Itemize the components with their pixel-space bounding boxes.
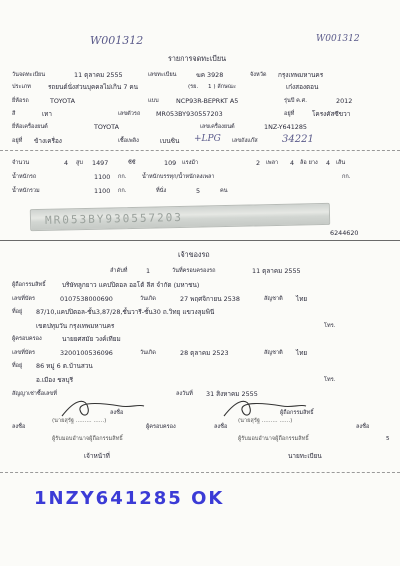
possession-label: วันที่ครอบครองรถ <box>172 268 216 274</box>
holder-label: ผู้ครอบครอง <box>12 336 42 342</box>
hp-unit: แรงม้า <box>182 160 199 166</box>
cylinders-value: 4 <box>64 159 69 167</box>
gas-tank-value: 34221 <box>282 134 314 145</box>
model-label: แบบ <box>148 98 159 104</box>
reg-no-label: เลขทะเบียน <box>148 72 177 78</box>
holder-birth-label: วันเกิด <box>140 350 156 356</box>
brand-label: ยี่ห้อรถ <box>12 98 29 104</box>
type-value: รถยนต์นั่งส่วนบุคคลไม่เกิน 7 คน <box>48 83 139 91</box>
contract-date-label: ลงวันที่ <box>176 391 193 397</box>
document-title: รายการจดทะเบียน <box>168 54 226 63</box>
wheels-value: 4 <box>290 159 295 167</box>
owner-nat-label: สัญชาติ <box>264 296 283 302</box>
sig-holder-label-left: ลงชื่อ <box>12 424 26 430</box>
owner-addr-line2: เขตปทุมวัน กรุงเทพมหานคร <box>36 322 115 330</box>
holder-value: นายยศสมัย วงค์เทียม <box>62 335 121 343</box>
owner-id-label: เลขที่บัตร <box>12 296 36 302</box>
weight-value: 1100 <box>94 173 111 181</box>
axles-unit: เพลา <box>266 160 279 166</box>
load-unit: กก. <box>342 174 351 180</box>
owner-id-value: 0107538000690 <box>60 295 113 303</box>
hp-value: 109 <box>164 159 177 167</box>
fuel-handwritten: +LPG <box>194 134 221 144</box>
fuel-value: เบนซิน <box>160 137 180 145</box>
engine-no-value: 1NZ-Y641285 <box>264 123 307 131</box>
sig-name-left: (นายสุรัฐ ......... ......) <box>52 418 107 424</box>
sig-sub-right: ผู้รับมอบอำนาจผู้ถือกรรมสิทธิ์ <box>238 436 309 442</box>
holder-tel-label: โทร. <box>324 377 336 383</box>
engine-loc-label: อยู่ที่ <box>12 138 23 144</box>
cylinders-label: จำนวน <box>12 160 30 166</box>
seats-label: ที่นั่ง <box>156 188 167 194</box>
seats-unit: คน <box>220 188 228 194</box>
handwritten-ref-left: W001312 <box>90 34 144 47</box>
code-label: (รย. <box>188 84 199 90</box>
handwritten-ref-right: W001312 <box>316 34 360 44</box>
sig-name-right: (นายสุรัฐ ......... ......) <box>238 418 293 424</box>
axles-value: 2 <box>256 159 261 167</box>
fuel-label: เชื้อเพลิง <box>118 138 139 144</box>
holder-addr-line1: 86 หมู่ 6 ต.บ้านสวน <box>36 362 93 370</box>
engine-brand-value: TOYOTA <box>94 123 119 131</box>
owner-section-title: เจ้าของรถ <box>178 250 210 259</box>
page-number: 5 <box>386 436 390 442</box>
tape-overlay-text: MR053BY930557203 <box>44 210 184 227</box>
reg-no-value: ฆค 3928 <box>196 71 224 79</box>
owner-value: บริษัทลูกยาว แคปปิตอล ออโต้ ลีส จำกัด (มหาชน) <box>62 281 200 289</box>
chassis-value: MR053BY930557203 <box>156 110 223 118</box>
owner-nat-value: ไทย <box>296 295 308 303</box>
wheels-unit: ล้อ ยาง <box>300 160 318 166</box>
holder-addr-label: ที่อยู่ <box>12 363 23 369</box>
owner-addr-label: ที่อยู่ <box>12 309 23 315</box>
owner-tel-label: โทร. <box>324 323 336 329</box>
handwritten-engine-check: 1NZY641285 OK <box>34 488 225 509</box>
cylinders-unit: สูบ <box>76 160 83 166</box>
chassis-loc-value: โครงคัสซีขวา <box>312 110 351 118</box>
holder-nat-label: สัญชาติ <box>264 350 283 356</box>
color-label: สี <box>12 111 16 117</box>
holder-id-label: เลขที่บัตร <box>12 350 36 356</box>
type-label: ประเภท <box>12 84 31 90</box>
holder-addr-line2: อ.เมือง ชลบุรี <box>36 376 73 384</box>
tape-overlay <box>30 203 330 231</box>
tires-unit: เส้น <box>336 160 346 166</box>
officer-label: เจ้าหน้าที่ <box>84 452 110 460</box>
sig-registrar-label: ลงชื่อ <box>356 424 370 430</box>
year-value: 2012 <box>336 97 353 105</box>
holder-birth-value: 28 ตุลาคม 2523 <box>180 349 229 357</box>
owner-birth-value: 27 พฤศจิกายน 2538 <box>180 295 240 303</box>
engine-brand-label: ยี่ห้อเครื่องยนต์ <box>12 124 48 130</box>
gross-label: น้ำหนักรวม <box>12 188 40 194</box>
seats-value: 5 <box>196 187 201 195</box>
model-value: NCP93R-BEPRKT A5 <box>176 97 239 105</box>
holder-nat-value: ไทย <box>296 349 308 357</box>
code-value: 1 ) ลักษณะ <box>208 84 236 90</box>
order-value: 1 <box>146 267 151 275</box>
owner-addr-line1: 87/10,แคปปิตอล-ชั้น3,87/28,ชั้นวารี-ชั้น30 ถ.วิทยุ แขวงลุมพินี <box>36 308 215 316</box>
brand-value: TOYOTA <box>50 97 75 105</box>
gross-unit: กก. <box>118 188 127 194</box>
province-label: จังหวัด <box>250 72 267 78</box>
sig-holder-label-right: ลงชื่อ <box>214 424 228 430</box>
order-label: ลำดับที่ <box>110 268 128 274</box>
sig-sub-left: ผู้รับมอบอำนาจผู้ถือกรรมสิทธิ์ <box>52 436 123 442</box>
contract-label: สัญญาเช่าซื้อเลขที่ <box>12 391 57 397</box>
engine-loc-value: ข้างเครื่อง <box>34 137 62 145</box>
year-label: รุ่นปี ค.ศ. <box>284 98 308 104</box>
style-value: เก๋งสองตอน <box>286 83 319 91</box>
province-value: กรุงเทพมหานคร <box>278 71 324 79</box>
possession-value: 11 ตุลาคม 2555 <box>252 267 301 275</box>
reg-date-label: วันจดทะเบียน <box>12 72 46 78</box>
cc-unit: ซีซี <box>128 160 136 166</box>
cc-value: 1497 <box>92 159 109 167</box>
color-value: เทา <box>42 110 52 118</box>
stamp-underline-number: 6244620 <box>330 229 359 237</box>
chassis-label: เลขตัวรถ <box>118 111 141 117</box>
sig-owner-role: ผู้ถือกรรมสิทธิ์ <box>280 410 314 416</box>
tires-value: 4 <box>326 159 331 167</box>
reg-date-value: 11 ตุลาคม 2555 <box>74 71 123 79</box>
gas-tank-label: เลขถังแก๊ส <box>232 138 258 144</box>
engine-no-label: เลขเครื่องยนต์ <box>200 124 235 130</box>
holder-id-value: 3200100536096 <box>60 349 113 357</box>
registrar-label: นายทะเบียน <box>288 452 322 460</box>
sig-holder-role: ผู้ครอบครอง <box>146 424 176 430</box>
weight-unit: กก. <box>118 174 127 180</box>
chassis-loc-label: อยู่ที่ <box>284 111 295 117</box>
contract-date-value: 31 สิงหาคม 2555 <box>206 390 258 398</box>
gross-value: 1100 <box>94 187 111 195</box>
load-label: น้ำหนักบรรทุก/น้ำหนักลงเพลา <box>142 174 215 180</box>
owner-label: ผู้ถือกรรมสิทธิ์ <box>12 282 46 288</box>
sig-owner-label-1: ลงชื่อ <box>110 410 124 416</box>
weight-label: น้ำหนักรถ <box>12 174 37 180</box>
owner-birth-label: วันเกิด <box>140 296 156 302</box>
